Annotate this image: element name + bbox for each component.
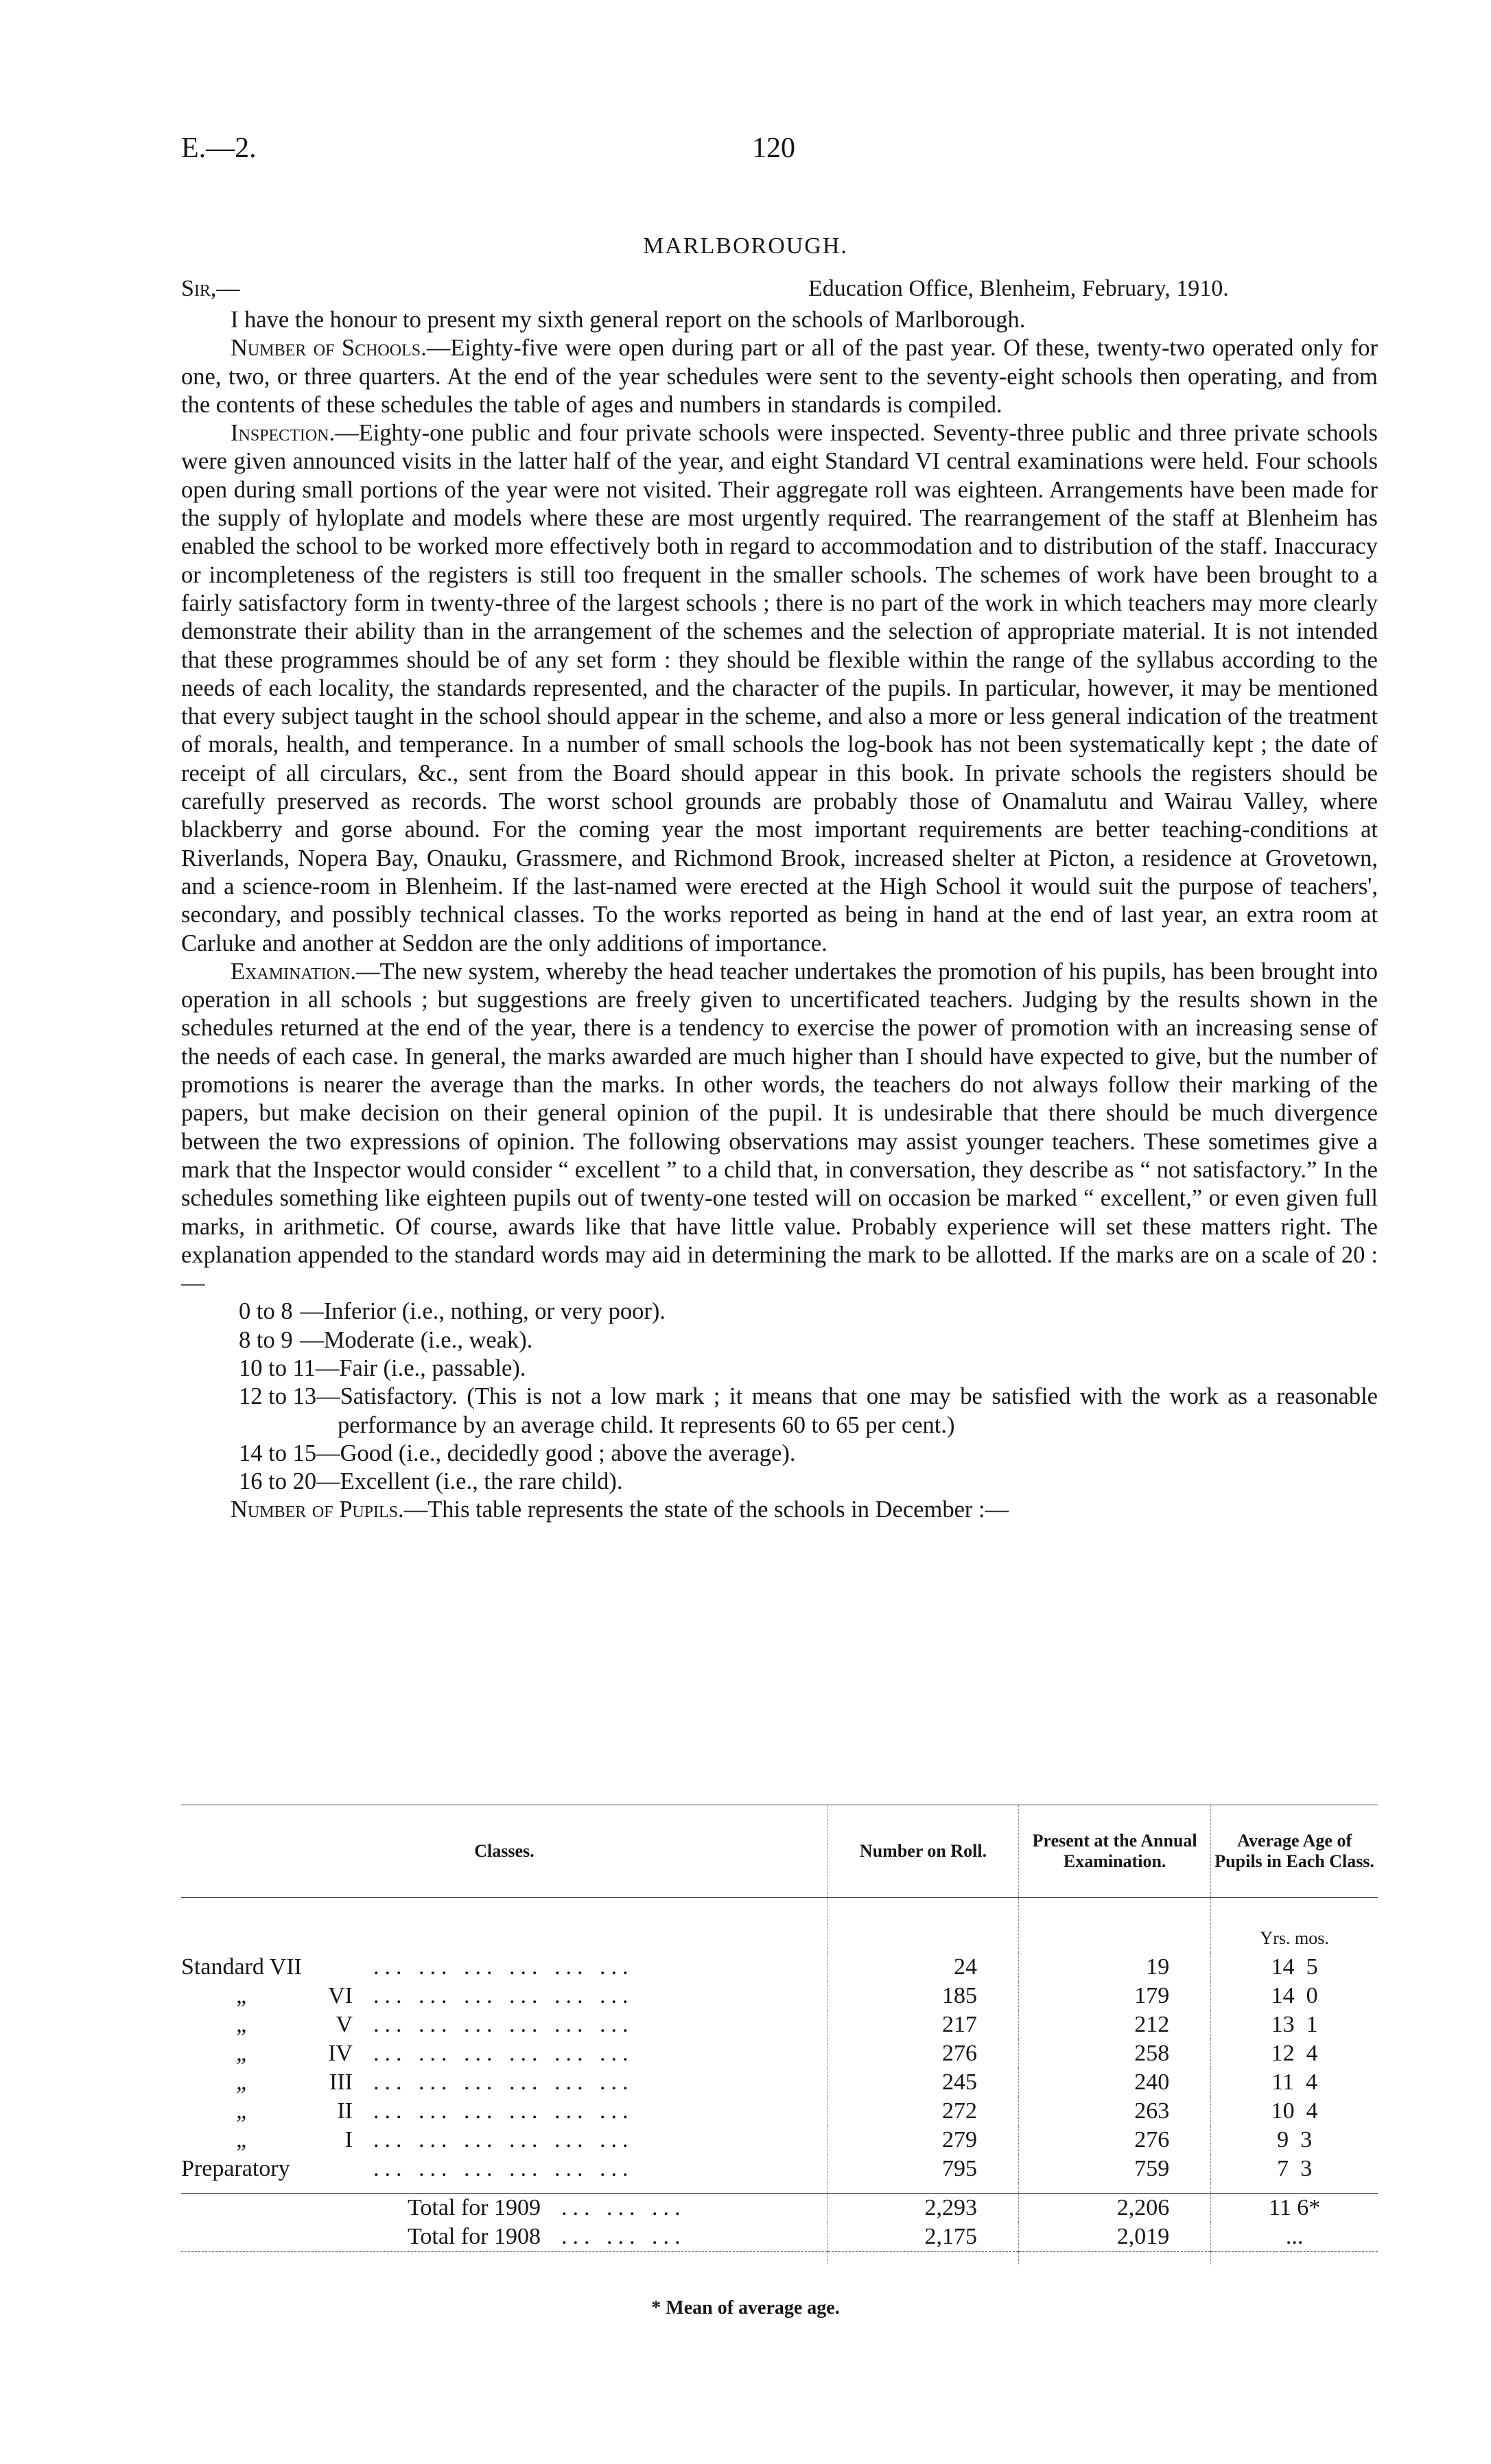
schools-text: —Eighty-five were open during part or all of the past year. Of these, twenty-two operated only for one, two, or three quarters. At the end of the year schedules were sent to the seventy-eight schools then operating, and from the contents of these schedules the table of ages and numbers in standards is compiled. xyxy=(181,335,1378,418)
roll-value: 217 xyxy=(827,2010,1018,2039)
examination-heading: Examination. xyxy=(231,958,357,985)
dateline: Education Office, Blenheim, February, 1910. xyxy=(808,276,1229,301)
table-row: „ I ... ... ... ... ... ... 279 276 9 3 xyxy=(181,2126,1378,2155)
header-age: Average Age of Pupils in Each Class. xyxy=(1211,1805,1378,1898)
class-label: IV xyxy=(328,2041,353,2066)
class-label: Standard VII xyxy=(181,1954,302,1980)
table-row: „ III ... ... ... ... ... ... 245 240 11 4 xyxy=(181,2068,1378,2097)
age-value: 12 4 xyxy=(1211,2039,1378,2068)
mark-scale-item: 10 to 11—Fair (i.e., passable). xyxy=(239,1354,526,1381)
age-value: 9 3 xyxy=(1211,2126,1378,2155)
age-value: 14 0 xyxy=(1211,1982,1378,2010)
class-label: VI xyxy=(328,1983,353,2008)
total-present: 2,019 xyxy=(1019,2222,1211,2252)
schools-paragraph xyxy=(181,334,1378,419)
age-value: 13 1 xyxy=(1211,2010,1378,2039)
header-roll: Number on Roll. xyxy=(827,1805,1018,1898)
table-bottom-rule xyxy=(181,2252,1378,2265)
present-value: 759 xyxy=(1019,2155,1211,2183)
present-value: 240 xyxy=(1019,2068,1211,2097)
table-row: „ IV ... ... ... ... ... ... 276 258 12 4 xyxy=(181,2039,1378,2068)
header-classes: Classes. xyxy=(474,1841,535,1861)
total-label: Total for 1908 xyxy=(408,2224,541,2249)
total-age: 11 6* xyxy=(1211,2194,1378,2223)
present-value: 263 xyxy=(1019,2097,1211,2126)
mark-scale-item: 16 to 20—Excellent (i.e., the rare child). xyxy=(239,1468,623,1495)
header-present: Present at the Annual Examination. xyxy=(1019,1805,1211,1898)
page-number: 120 xyxy=(752,132,795,164)
class-label: II xyxy=(337,2098,353,2124)
mark-scale-item: 0 to 8 —Inferior (i.e., nothing, or very poor). xyxy=(239,1298,666,1325)
mark-scale-list xyxy=(181,1298,1378,1496)
examination-paragraph xyxy=(181,958,1378,1298)
class-label: V xyxy=(336,2012,353,2037)
mark-scale-item: 8 to 9 —Moderate (i.e., weak). xyxy=(239,1326,533,1353)
intro-paragraph: I have the honour to present my sixth general report on the schools of Marlborough. xyxy=(231,307,1026,333)
age-value: 7 3 xyxy=(1211,2155,1378,2183)
pupils-table xyxy=(181,1805,1378,2264)
age-value: 10 4 xyxy=(1211,2097,1378,2126)
age-units: Yrs. mos. xyxy=(1211,1898,1378,1953)
table-row: „ V ... ... ... ... ... ... 217 212 13 1 xyxy=(181,2010,1378,2039)
report-body xyxy=(181,306,1378,1525)
mark-scale-item: 14 to 15—Good (i.e., decidedly good ; above the average). xyxy=(239,1440,796,1466)
age-value: 14 5 xyxy=(1211,1953,1378,1982)
report-title: MARLBOROUGH. xyxy=(643,233,848,259)
roll-value: 276 xyxy=(827,2039,1018,2068)
mark-scale-item: 12 to 13—Satisfactory. (This is not a low mark ; it means that one may be satisfied with the work as a reasonable performance by an average child. It represents 60 to 65 per cent.) xyxy=(239,1383,1378,1438)
units-row xyxy=(181,1898,1378,1953)
total-row: Total for 1908 ... ... ... 2,175 2,019 ... xyxy=(181,2222,1378,2252)
present-value: 276 xyxy=(1019,2126,1211,2155)
total-row: Total for 1909 ... ... ... 2,293 2,206 11 6* xyxy=(181,2194,1378,2223)
total-roll: 2,293 xyxy=(827,2194,1018,2223)
total-present: 2,206 xyxy=(1019,2194,1211,2223)
class-label: Preparatory xyxy=(181,2156,290,2181)
examination-text: —The new system, whereby the head teacher undertakes the promotion of his pupils, has been brought into operation in all schools ; but suggestions are freely given to uncertificated teachers. Judging by the results shown in the schedules returned at the end of the year, there is a tendency to exercise the power of promotion with an increasing sense of the needs of each case. In general, the marks awarded are much higher than I should have expected to give, but the number of promotions is nearer the average than the marks. In other words, the teachers do not always follow their marking of the papers, but make decision on their general opinion of the pupil. It is undesirable that there should be much divergence between the two expressions of opinion. The following observations may assist younger teachers. These sometimes give a mark that the Inspector would consider “ excellent ” to a child that, in conversation, they describe as “ not satisfactory.” In the schedules something like eighteen pupils out of twenty-one tested will on occasion be marked “ excellent,” or even given full marks, in arithmetic. Of course, awards like that have little value. Probably experience will set these matters right. The explanation appended to the standard words may aid in determining the mark to be allotted. If the marks are on a scale of 20 :— xyxy=(181,958,1378,1297)
table-footnote: * Mean of average age. xyxy=(651,2297,840,2319)
roll-value: 272 xyxy=(827,2097,1018,2126)
inspection-paragraph xyxy=(181,419,1378,958)
age-value: 11 4 xyxy=(1211,2068,1378,2097)
table-row: Preparatory ... ... ... ... ... ... 795 759 7 3 xyxy=(181,2155,1378,2183)
roll-value: 24 xyxy=(827,1953,1018,1982)
pupils-text: —This table represents the state of the schools in December :— xyxy=(403,1497,1009,1523)
roll-value: 279 xyxy=(827,2126,1018,2155)
total-age: ... xyxy=(1211,2222,1378,2252)
total-roll: 2,175 xyxy=(827,2222,1018,2252)
roll-value: 795 xyxy=(827,2155,1018,2183)
present-value: 212 xyxy=(1019,2010,1211,2039)
class-label: III xyxy=(329,2069,353,2095)
roll-value: 185 xyxy=(827,1982,1018,2010)
inspection-heading: Inspection. xyxy=(231,420,336,447)
table-row: Standard VII ... ... ... ... ... ... 24 19 14 5 xyxy=(181,1953,1378,1982)
salutation: Sir,— xyxy=(181,276,240,301)
inspection-text: —Eighty-one public and four private schools were inspected. Seventy-three public and three private schools were given announced visits in the latter half of the year, and eight Standard VI central examinations were held. Four schools open during small portions of the year were not visited. Their aggregate roll was eighteen. Arrangements have been made for the supply of hyloplate and models where these are most urgently required. The rearrangement of the staff at Blenheim has enabled the school to be worked more effectively both in regard to accommodation and to distribution of the staff. Inaccuracy or incompleteness of the registers is still too frequent in the smaller schools. The schemes of work have been brought to a fairly satisfactory form in twenty-three of the largest schools ; there is no part of the work in which teachers may more clearly demonstrate their ability than in the arrangement of the schemes and the selection of appropriate material. It is not intended that these programmes should be of any set form : they should be flexible within the range of the syllabus according to the needs of each locality, the standards represented, and the character of the pupils. In particular, however, it may be mentioned that every subject taught in the school should appear in the scheme, and also a more or less general indication of the treatment of morals, health, and temperance. In a number of small schools the log-book has not been systematically kept ; the date of receipt of all circulars, &c., sent from the Board should appear in this book. In private schools the registers should be carefully preserved as records. The worst school grounds are probably those of Onamalutu and Wairau Valley, where blackberry and gorse abound. For the coming year the most important requirements are better teaching-conditions at Riverlands, Nopera Bay, Onauku, Grassmere, and Richmond Brook, increased shelter at Picton, a residence at Grovetown, and a science-room in Blenheim. If the last-named were erected at the High School it would suit the purpose of teachers', secondary, and possibly technical classes. To the works reported as being in hand at the end of last year, an extra room at Carluke and another at Seddon are the only additions of importance. xyxy=(181,420,1378,957)
roll-value: 245 xyxy=(827,2068,1018,2097)
pupils-paragraph xyxy=(181,1496,1378,1524)
present-value: 19 xyxy=(1019,1953,1211,1982)
table-row: „ VI ... ... ... ... ... ... 185 179 14 0 xyxy=(181,1982,1378,2010)
table-header-row xyxy=(181,1805,1378,1898)
schools-heading: Number of Schools. xyxy=(231,335,427,362)
total-label: Total for 1909 xyxy=(408,2195,541,2220)
pupils-heading: Number of Pupils. xyxy=(231,1497,404,1523)
present-value: 179 xyxy=(1019,1982,1211,2010)
table-row: „ II ... ... ... ... ... ... 272 263 10 4 xyxy=(181,2097,1378,2126)
document-code: E.—2. xyxy=(181,132,257,164)
present-value: 258 xyxy=(1019,2039,1211,2068)
class-label: I xyxy=(344,2127,353,2152)
